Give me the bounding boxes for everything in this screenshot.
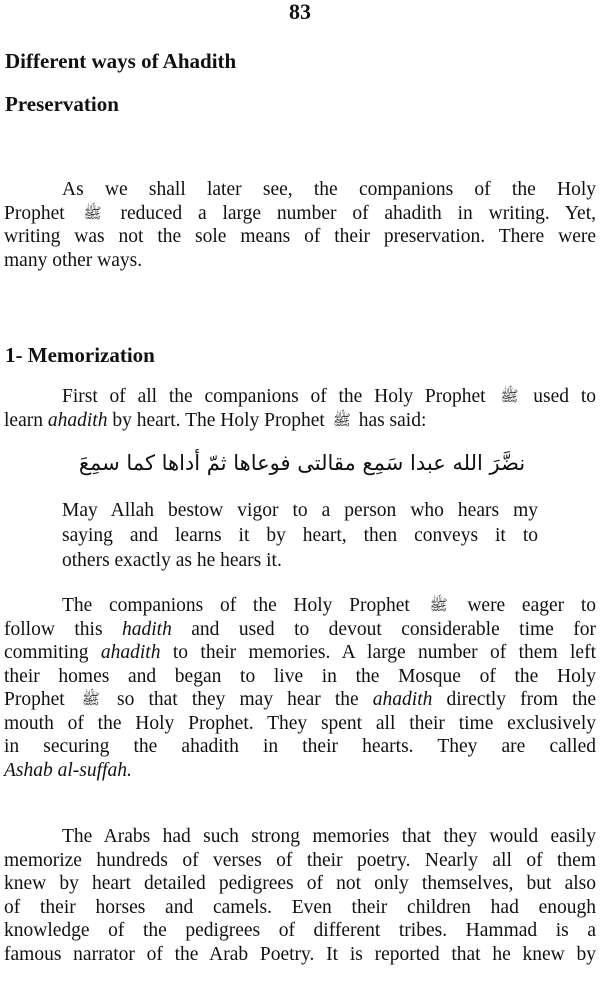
- text-line: Prophet ﷺ so that they may hear the ahadith directly from the: [4, 689, 596, 710]
- text-line: others exactly as he hears it.: [62, 550, 282, 571]
- text-line: in securing the ahadith in their hearts. They are called: [4, 736, 596, 757]
- page-number: 83: [289, 0, 311, 24]
- paragraph-arab-memories: [4, 825, 596, 966]
- arabic-hadith-text: نضَّرَ الله عبدا سَمِع مقالتى فوعاها ثمّ أداها كما سمِعَ: [78, 451, 526, 475]
- pbuh-glyph-icon: ﷺ: [500, 387, 519, 405]
- text-line: famous narrator of the Arab Poetry. It is reported that he knew by: [4, 943, 596, 965]
- hadith-translation: [62, 498, 538, 573]
- text-line: mouth of the Holy Prophet. They spent all their time exclusively: [4, 712, 596, 734]
- paragraph-ashab-al-suffah: [4, 594, 596, 782]
- pbuh-glyph-icon: ﷺ: [81, 690, 100, 708]
- text-line: commiting ahadith to their memories. A large number of them left: [4, 642, 596, 663]
- text-line: knew by heart detailed pedigrees of not only themselves, but also: [4, 873, 596, 894]
- text-line: many other ways.: [4, 249, 143, 271]
- text-line: learn ahadith by heart. The Holy Prophet ﷺ has said:: [4, 409, 427, 431]
- section-heading: 1- Memorization: [5, 343, 155, 367]
- text-line: of their horses and camels. Even their children had enough: [4, 896, 596, 918]
- text-line: May Allah bestow vigor to a person who hears my: [62, 500, 538, 521]
- text-line: Ashab al-suffah.: [4, 759, 132, 781]
- pbuh-glyph-icon: ﷺ: [332, 410, 351, 429]
- text-line: The Arabs had such strong memories that they would easily: [62, 826, 596, 847]
- text-line: As we shall later see, the companions of the Holy: [62, 179, 596, 200]
- paragraph-memorization: [4, 385, 596, 432]
- text-line: writing was not the sole means of their preservation. There were: [4, 226, 596, 247]
- text-line: follow this hadith and used to devout considerable time for: [4, 618, 597, 640]
- chapter-heading-line2: Preservation: [5, 92, 119, 116]
- text-line: their homes and began to live in the Mosque of the Holy: [4, 665, 596, 687]
- chapter-heading-line1: Different ways of Ahadith: [5, 49, 237, 73]
- text-line: memorize hundreds of verses of their poetry. Nearly all of them: [4, 849, 596, 871]
- text-line: saying and learns it by heart, then conveys it to: [62, 525, 538, 546]
- text-line: Prophet ﷺ reduced a large number of ahadith in writing. Yet,: [4, 202, 596, 224]
- text-line: The companions of the Holy Prophet ﷺ were eager to: [62, 595, 596, 616]
- text-line: knowledge of the pedigrees of different tribes. Hammad is a: [4, 920, 596, 941]
- pbuh-glyph-icon: ﷺ: [83, 203, 102, 222]
- text-line: First of all the companions of the Holy Prophet ﷺ used to: [62, 386, 596, 407]
- paragraph-intro: [4, 178, 596, 272]
- pbuh-glyph-icon: ﷺ: [429, 596, 448, 614]
